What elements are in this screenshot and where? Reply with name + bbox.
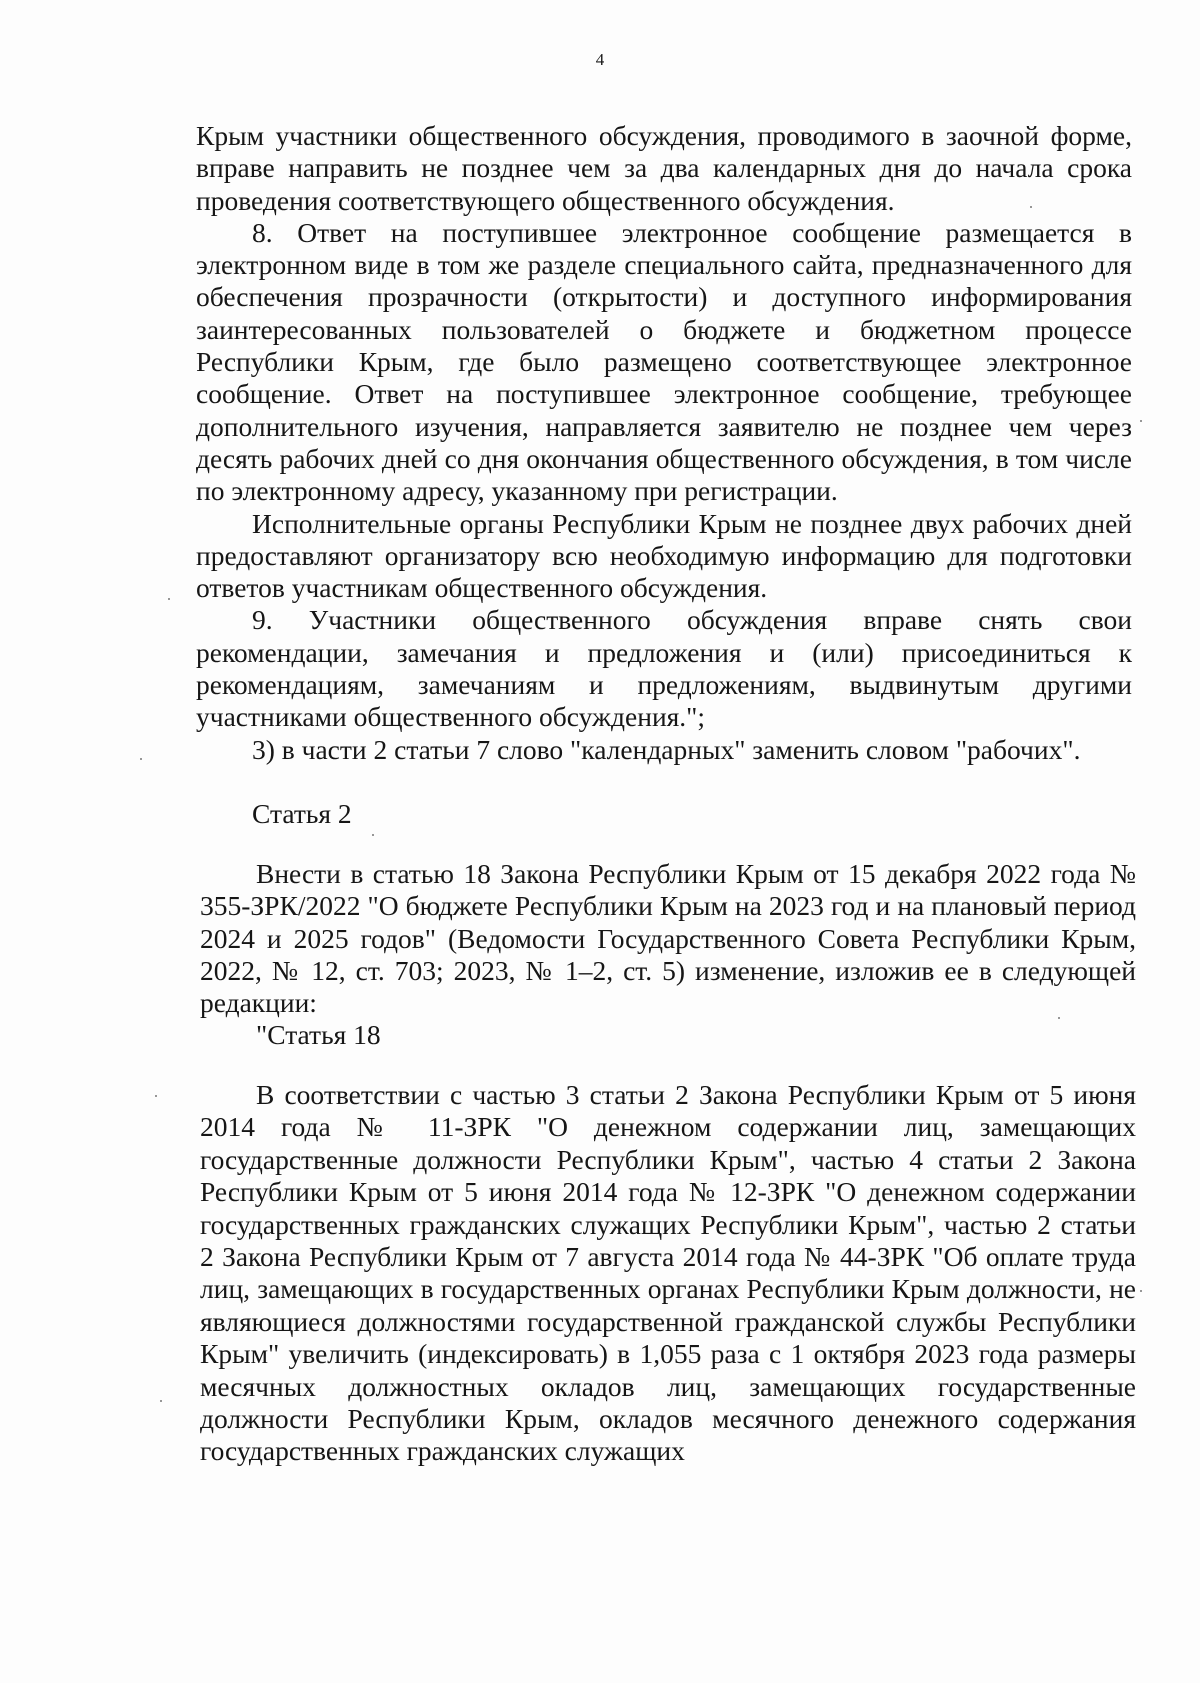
paragraph-item-8: 8. Ответ на поступившее электронное сообщение размещается в электронном виде в том же разделе специального сайта, предназначенного для обеспечения прозрачности (открытости) и доступного информирования заинтересованных пользователей о бюджете и бюджетном процессе Республики Крым, где было размещено соответствующее электронное сообщение. Ответ на поступившее электронное сообщение, требующее дополнительного изучения, направляется заявителю не позднее чем через десять рабочих дней со дня окончания общественного обсуждения, в том числе по электронному адресу, указанному при регистрации. — [196, 216, 1132, 507]
spacer — [196, 766, 1132, 798]
scan-speck — [1140, 420, 1142, 422]
document-body — [196, 120, 1132, 830]
article-2-heading: Статья 2 — [252, 797, 352, 829]
article-18-quoted-heading: "Статья 18 — [256, 1019, 381, 1051]
article-18-text: В соответствии с частью 3 статьи 2 Закона Республики Крым от 5 июня 2014 года № 11-ЗРК "О денежном содержании лиц, замещающих государственные должности Республики Крым", частью 4 статьи 2 Закона Республики Крым от 5 июня 2014 года № 12-ЗРК "О денежном содержании государственных гражданских служащих Республики Крым", частью 2 статьи 2 Закона Республики Крым от 7 августа 2014 года № 44-ЗРК "Об оплате труда лиц, замещающих в государственных органах Республики Крым должности, не являющиеся должностями государственной гражданской службы Республики Крым" увеличить (индексировать) в 1,055 раза с 1 октября 2023 года размеры месячных должностных окладов лиц, замещающих государственные должности Республики Крым, окладов месячного денежного содержания государственных гражданских служащих — [200, 1079, 1136, 1467]
article-18-body — [200, 1079, 1136, 1468]
paragraph-item-3: 3) в части 2 статьи 7 слово "календарных" заменить словом "рабочих". — [252, 733, 1081, 765]
scan-speck — [155, 1095, 157, 1097]
scan-speck — [1140, 1290, 1142, 1292]
scan-speck — [140, 758, 142, 760]
scan-speck — [372, 834, 374, 836]
paragraph-continuation: Крым участники общественного обсуждения, проводимого в заочной форме, вправе направить не позднее чем за два календарных дня до начала срока проведения соответствующего общественного обсуждения. — [196, 120, 1132, 216]
scan-speck — [1030, 206, 1032, 208]
paragraph-item-9: 9. Участники общественного обсуждения вправе снять свои рекомендации, замечания и предложения и (или) присоединиться к рекомендациям, замечаниям и предложениям, выдвинутым другими участниками общественного обсуждения."; — [196, 604, 1132, 733]
scan-speck — [1058, 1017, 1060, 1019]
paragraph-executive-bodies: Исполнительные органы Республики Крым не позднее двух рабочих дней предоставляют организатору всю необходимую информацию для подготовки ответов участникам общественного обсуждения. — [196, 507, 1132, 604]
article-2-body — [200, 858, 1136, 1052]
scan-speck — [168, 598, 170, 600]
page-number: 4 — [595, 50, 605, 69]
scan-speck — [160, 1400, 162, 1402]
article-2-intro: Внести в статью 18 Закона Республики Крым от 15 декабря 2022 года № 355-ЗРК/2022 "О бюджете Республики Крым на 2023 год и на плановый период 2024 и 2025 годов" (Ведомости Государственного Совета Республики Крым, 2022, № 12, ст. 703; 2023, № 1–2, ст. 5) изменение, изложив ее в следующей редакции: — [200, 858, 1136, 1019]
